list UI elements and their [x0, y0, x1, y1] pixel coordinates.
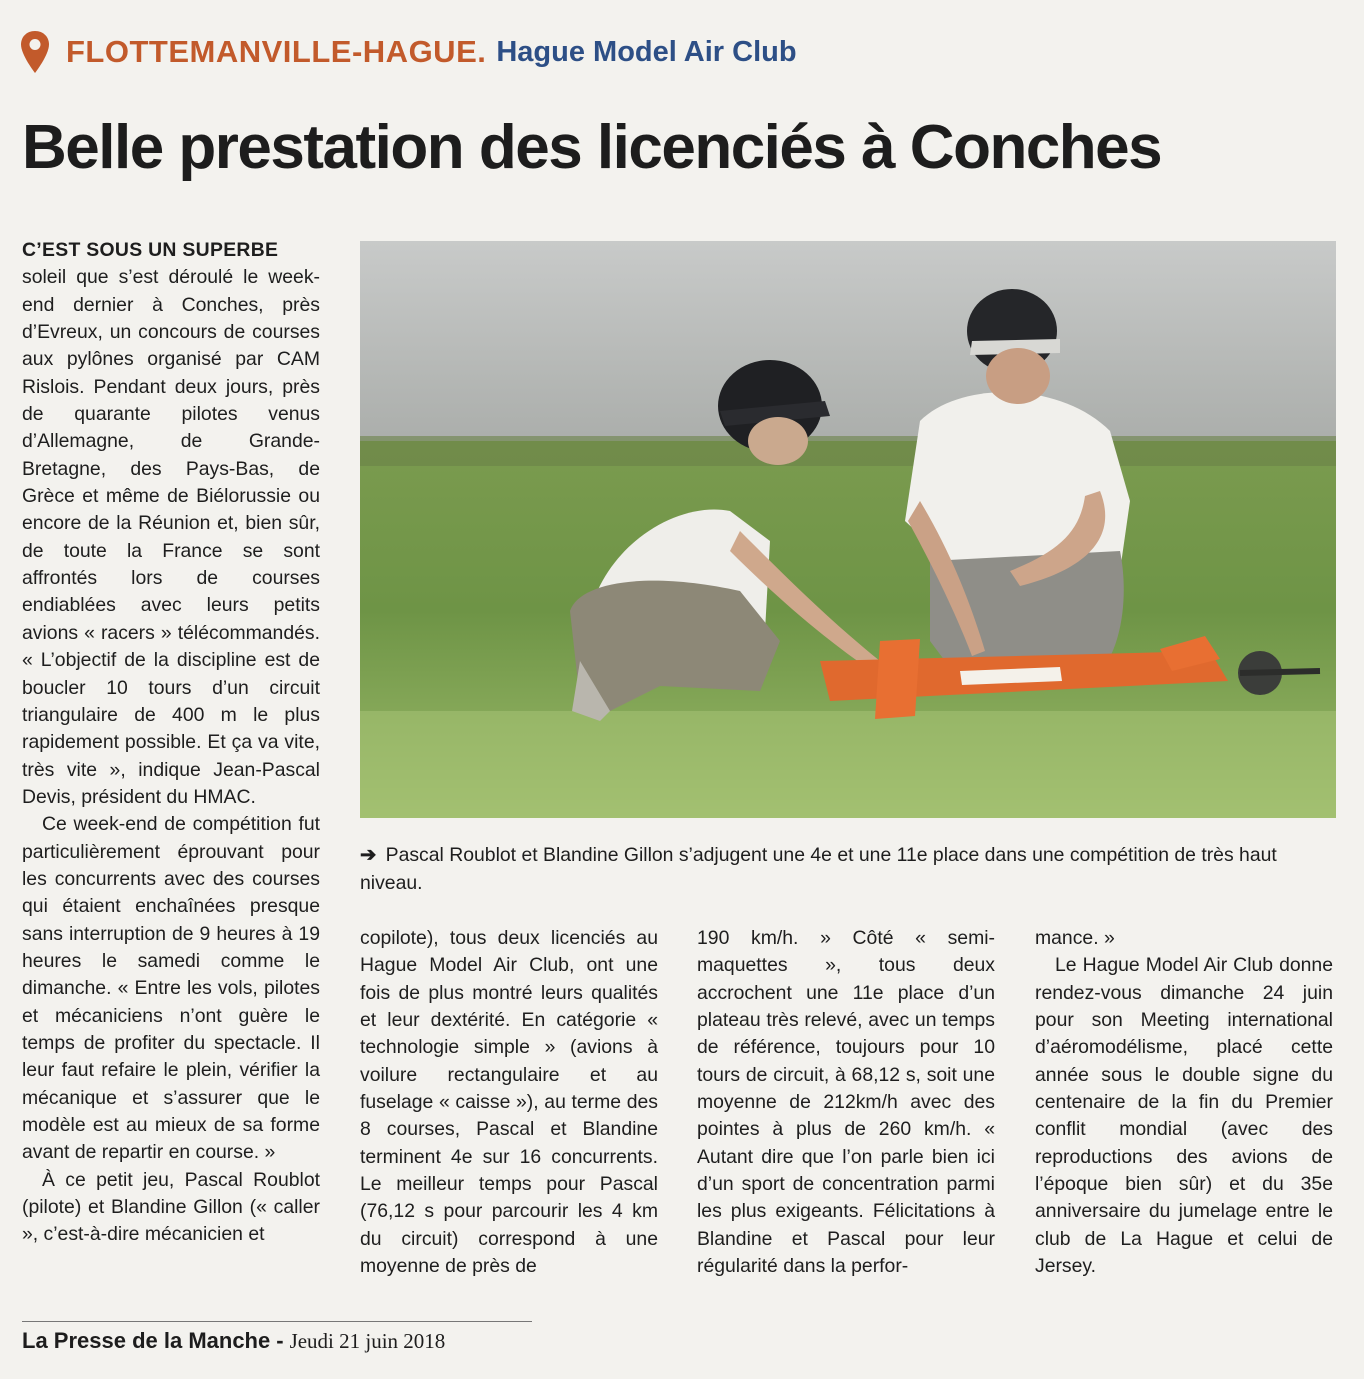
article-paragraph: Le Hague Model Air Club donne rendez-vous dimanche 24 juin pour son Meeting international d’aéromodélisme, placé cette année sous le double signe du centenaire de la fin du Premier conflit mondial (avec des reproductions des avions de l’époque bien sûr) et du 35e anniversaire du jumelage entre le club de La Hague et celui de Jersey. — [1035, 954, 1333, 1278]
article-column-2 — [360, 925, 658, 1280]
footer-rule — [22, 1321, 532, 1322]
article-column-4 — [1035, 925, 1333, 1280]
article-paragraph: copilote), tous deux licenciés au Hague Model Air Club, ont une fois de plus montré leurs qualités et leur dextérité. En catégorie « technologie simple » (avions à voilure rectangulaire et au fuselage « caisse »), au terme des 8 courses, Pascal et Blandine terminent 4e sur 16 concurrents. Le meilleur temps pour Pascal (76,12 s pour parcourir les 4 km du circuit) correspond à une moyenne de près de — [360, 927, 658, 1278]
headline: Belle prestation des licenciés à Conches — [22, 113, 1162, 182]
location-label: FLOTTEMANVILLE-HAGUE. — [66, 34, 487, 69]
club-name: Hague Model Air Club — [496, 35, 797, 68]
article-paragraph: mance. » — [1035, 927, 1115, 949]
article-paragraph: Ce week-end de compétition fut particulièrement éprouvant pour les concurrents avec des courses qui étaient enchaînées presque sans interruption de 9 heures à 19 heures le samedi comme le dimanche. « Entre les vols, pilotes et mécaniciens n’ont guère le temps de profiter du spectacle. Il leur faut refaire le plein, vérifier la mécanique et s’assurer que le modèle est au mieux de sa forme avant de repartir en course. » — [22, 813, 320, 1164]
page-footer — [22, 1328, 445, 1354]
article-photo — [360, 241, 1336, 818]
publication-date: Jeudi 21 juin 2018 — [289, 1329, 446, 1353]
article-paragraph: À ce petit jeu, Pascal Roublot (pilote) et Blandine Gillon (« caller », c’est-à-dire mécanicien et — [22, 1168, 320, 1246]
article-header — [20, 28, 797, 76]
map-pin-icon — [20, 30, 50, 74]
footer-separator: - — [276, 1328, 284, 1353]
photo-caption — [360, 841, 1338, 897]
article-paragraph: soleil que s’est déroulé le week-end dernier à Conches, près d’Evreux, un concours de courses aux pylônes organisé par CAM Rislois. Pendant deux jours, près de quarante pilotes venus d’Allemagne, de Grande-Bretagne, des Pays-Bas, de Grèce et même de Biélorussie ou encore de la Réunion et, bien sûr, de toute la France se sont affrontés lors de courses endiablées avec leurs petits avions « racers » télécommandés. « L’objectif de la discipline est de boucler 10 tours d’un circuit triangulaire de 400 m le plus rapidement possible. Et ça va vite, très vite », indique Jean-Pascal Devis, président du HMAC. — [22, 266, 320, 808]
article-paragraph: 190 km/h. » Côté « semi-maquettes », tous deux accrochent une 11e place d’un plateau très relevé, avec un temps de référence, toujours pour 10 tours de circuit, à 68,12 s, soit une moyenne de 212km/h avec des pointes à plus de 260 km/h. « Autant dire que l’on parle bien ici d’un sport de concentration parmi les plus exigeants. Félicitations à Blandine et Pascal pour leur régularité dans la perfor- — [697, 927, 995, 1278]
photo-model-airplane-crew — [360, 241, 1336, 818]
caption-text: Pascal Roublot et Blandine Gillon s’adjugent une 4e et une 11e place dans une compétition de très haut niveau. — [360, 844, 1277, 894]
newspaper-name: La Presse de la Manche — [22, 1328, 271, 1353]
caption-arrow-icon: ➔ — [360, 844, 377, 866]
article-lead: C’EST SOUS UN SUPERBE — [22, 239, 279, 261]
article-column-1 — [22, 237, 320, 1249]
article-column-3 — [697, 925, 995, 1280]
